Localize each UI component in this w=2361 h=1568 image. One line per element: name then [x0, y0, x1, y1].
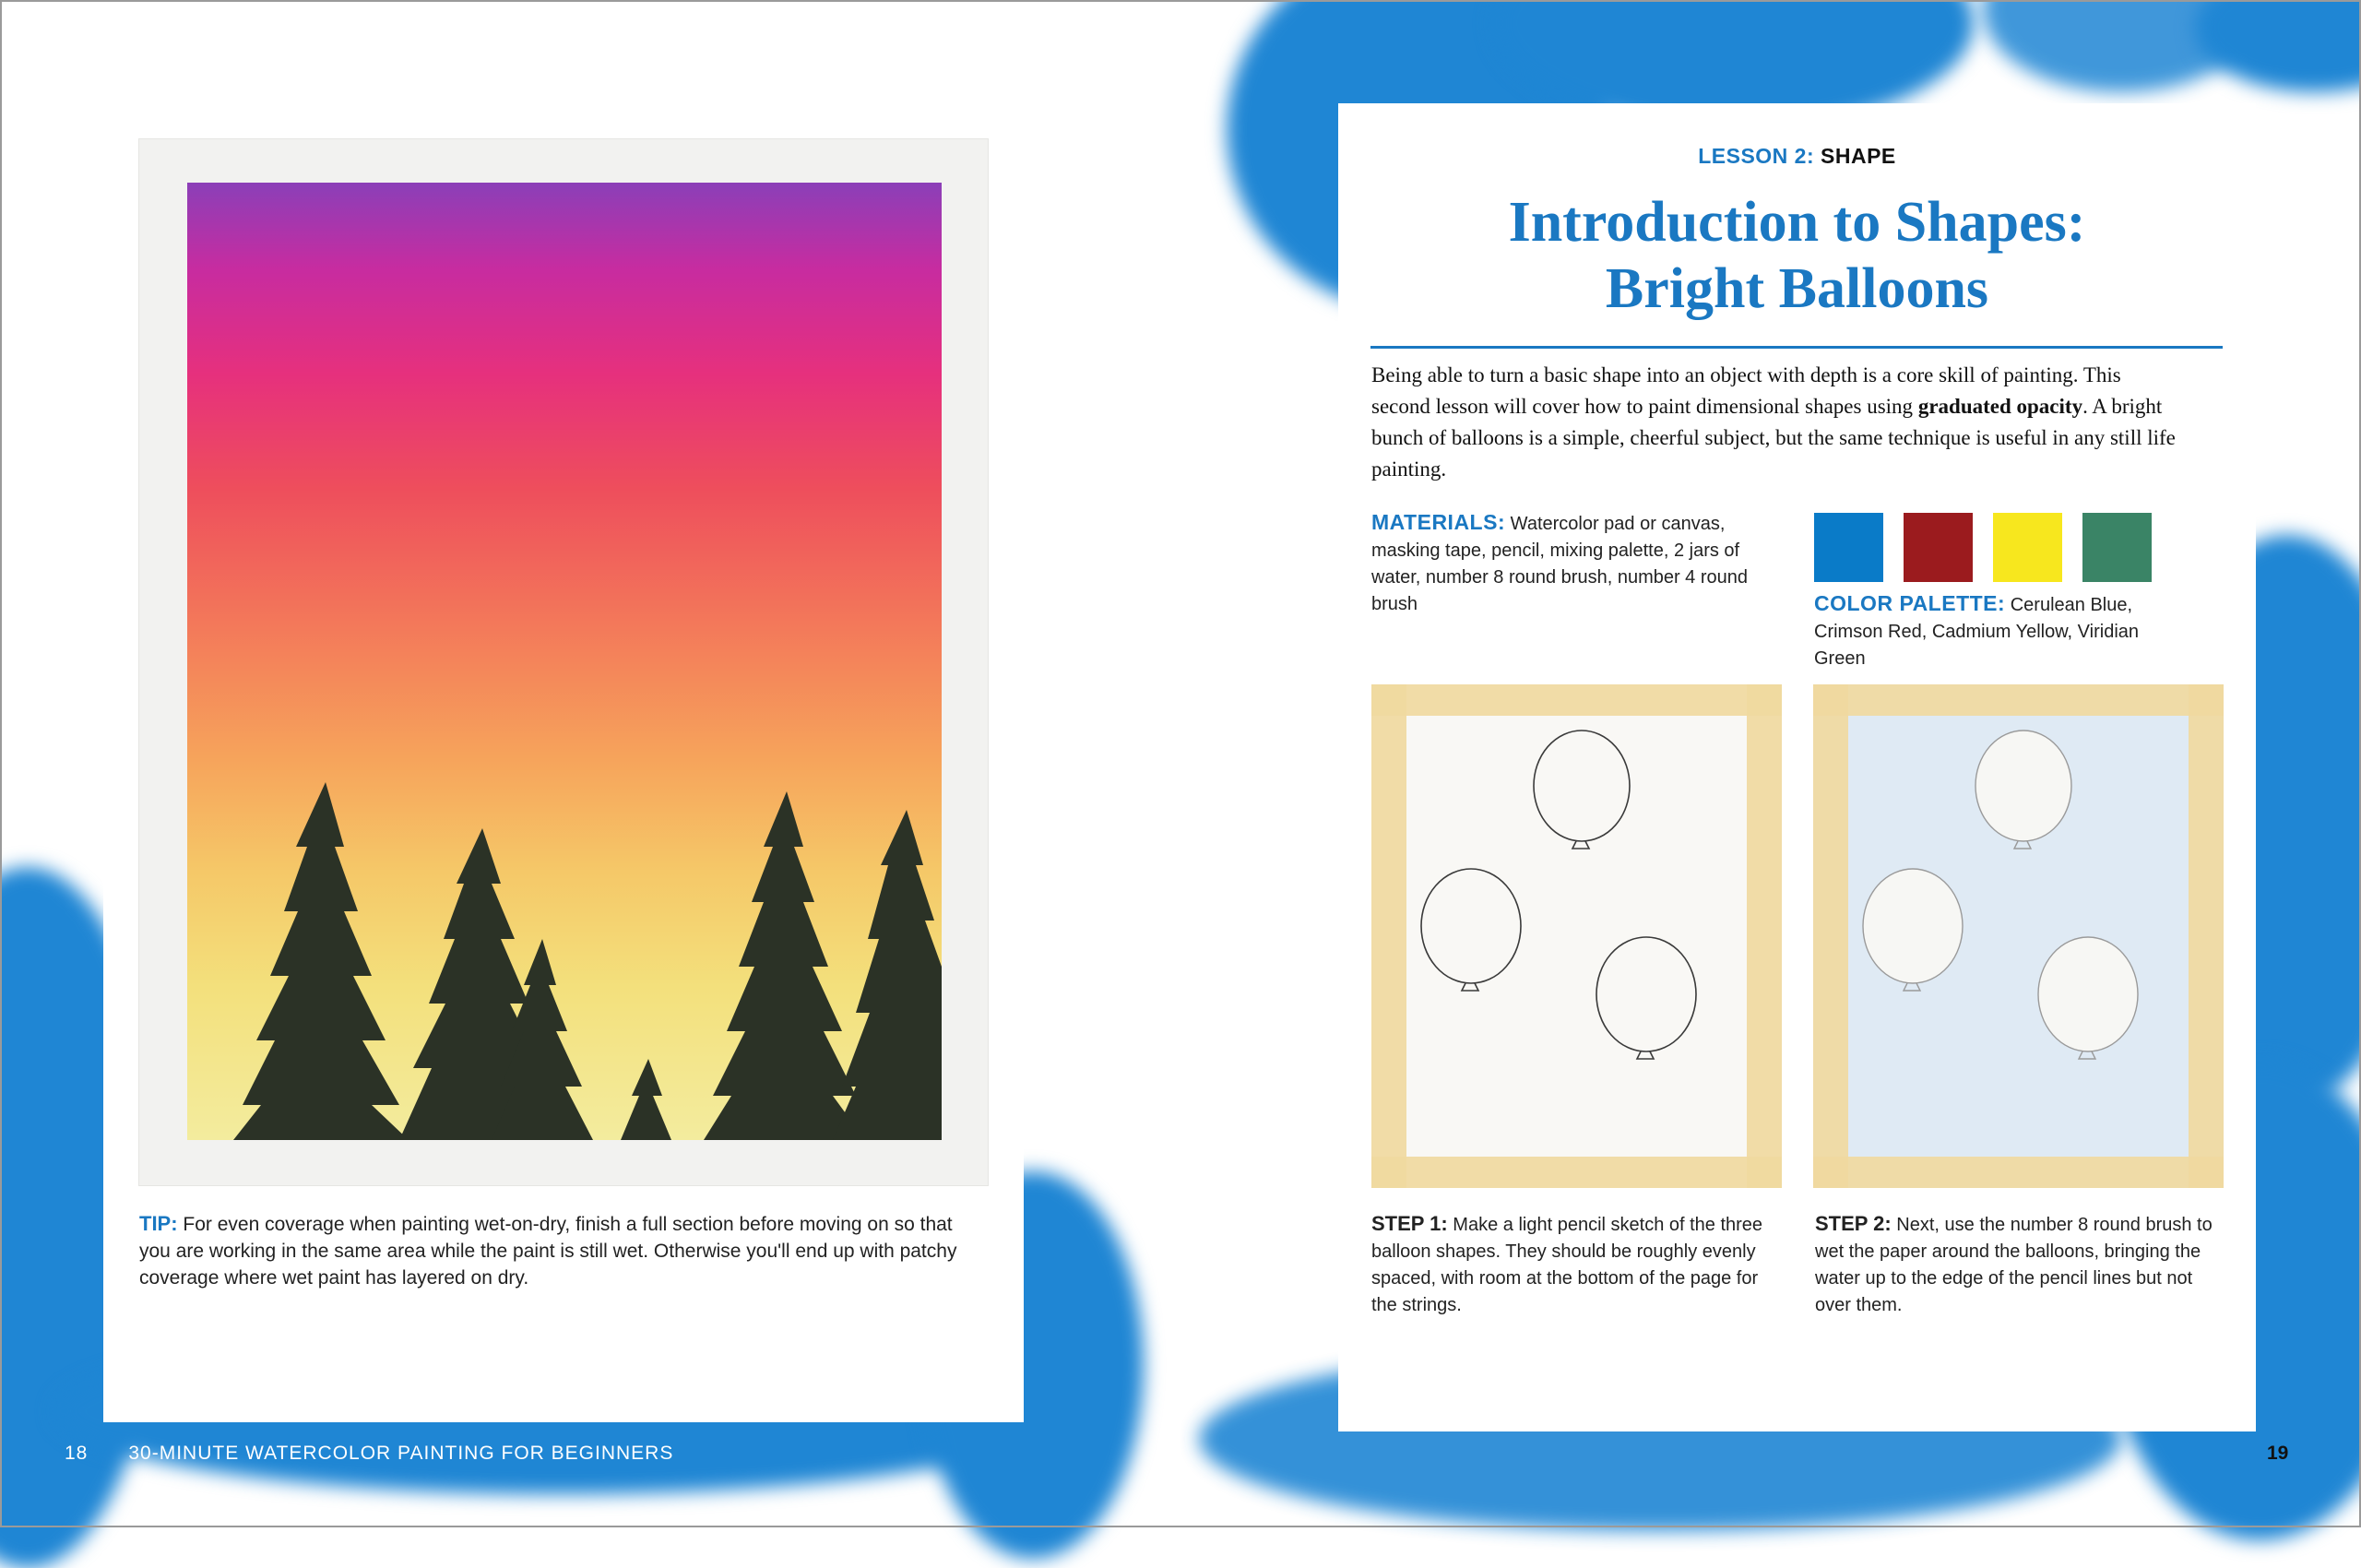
- intro-part-1: Being able to turn a basic shape into an object with depth is a core skill of painting. This second lesson will cover how to paint dimensional shapes using: [1371, 363, 2121, 418]
- intro-bold: graduated opacity: [1917, 395, 2083, 418]
- title-line-1: Introduction to Shapes:: [1508, 191, 2086, 254]
- step-2-text: Next, use the number 8 round brush to wet the paper around the balloons, bringing the water up to the edge of the pencil lines but not over them.: [1815, 1215, 2213, 1315]
- tip-label: TIP:: [139, 1212, 178, 1235]
- step-1-label: STEP 1:: [1371, 1212, 1448, 1235]
- right-page-number: 19: [2267, 1443, 2289, 1464]
- step-2-label: STEP 2:: [1815, 1212, 1892, 1235]
- step-1-text: Make a light pencil sketch of the three balloon shapes. They should be roughly evenly spaced, with room at the bottom of the page for the strings.: [1371, 1215, 1763, 1315]
- palette-label: COLOR PALETTE:: [1814, 591, 2006, 615]
- intro-part-2: . A bright bunch of balloons is a simple, cheerful subject, but the same technique is useful in any still life painting.: [1371, 395, 2176, 481]
- materials-label: MATERIALS:: [1371, 510, 1506, 534]
- tip-text: For even coverage when painting wet-on-dry, finish a full section before moving on so that you are working in the same area while the paint is still wet. Otherwise you'll end up with patchy coverage where wet paint has layered on dry.: [139, 1214, 957, 1289]
- palette-text: Cerulean Blue, Crimson Red, Cadmium Yellow, Viridian Green: [1814, 595, 2140, 669]
- lesson-tag: LESSON 2:: [1698, 144, 1815, 168]
- lesson-name: SHAPE: [1814, 144, 1896, 168]
- title-line-2: Bright Balloons: [1605, 257, 1989, 320]
- materials-text: Watercolor pad or canvas, masking tape, pencil, mixing palette, 2 jars of water, number 8 round brush, number 4 round brush: [1371, 514, 1749, 614]
- left-page-number: 18: [65, 1443, 89, 1464]
- book-title: 30-MINUTE WATERCOLOR PAINTING FOR BEGINNERS: [128, 1443, 674, 1464]
